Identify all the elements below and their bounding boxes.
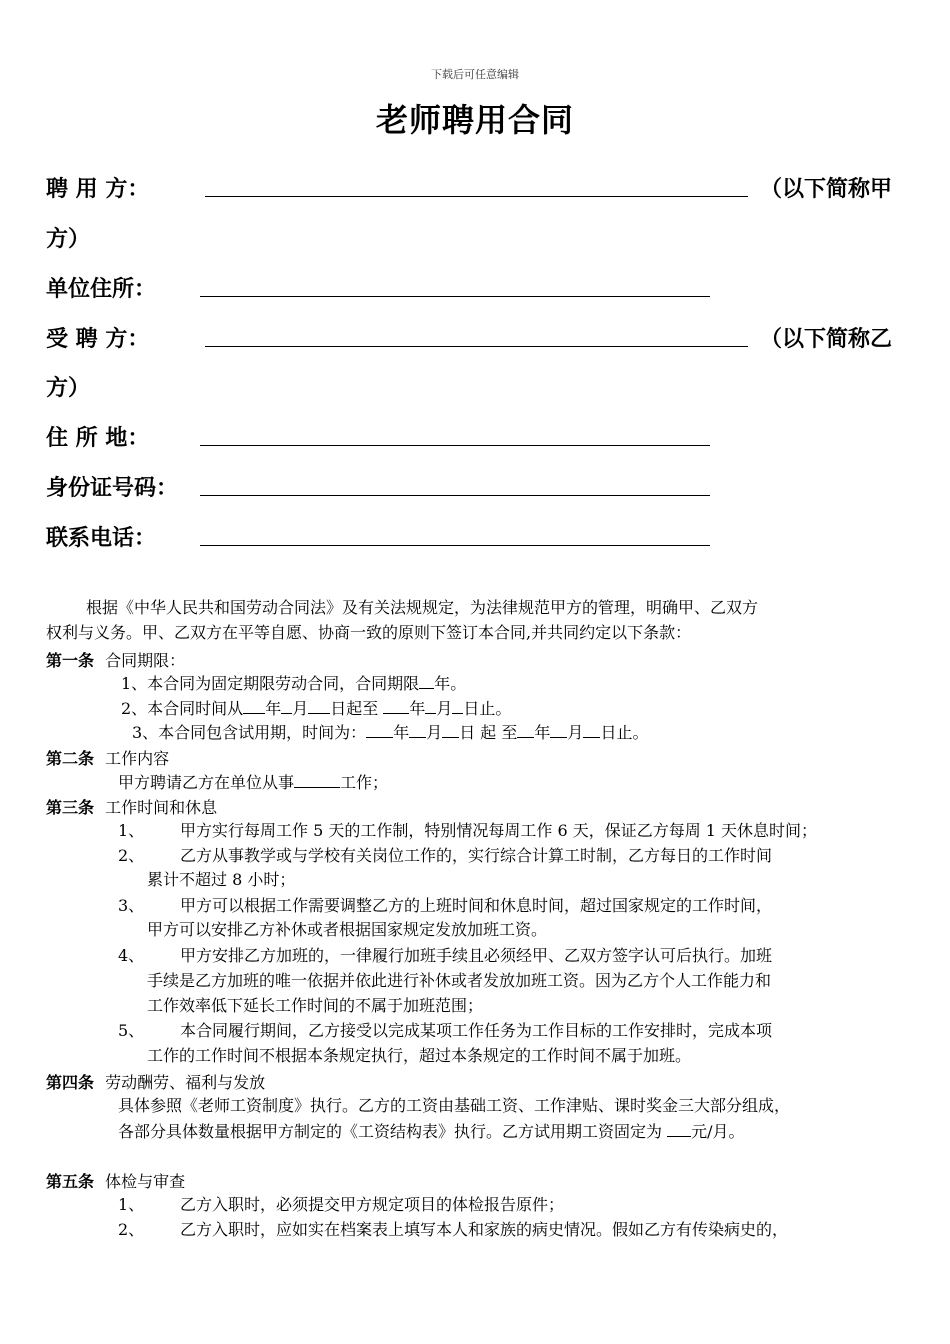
residence-blank[interactable]: [200, 445, 710, 446]
article-3-item-2-number: 2、: [118, 846, 145, 865]
address-blank[interactable]: [200, 296, 710, 297]
blank[interactable]: [425, 696, 436, 714]
article-5-number: 第五条: [46, 1172, 95, 1191]
document-watermark: 下载后可任意编辑: [431, 68, 519, 81]
text: 甲方聘请乙方在单位从事: [118, 773, 295, 792]
article-3-item-4-number: 4、: [118, 946, 145, 965]
text: 工作；: [340, 773, 389, 792]
text: 日 起 至: [459, 723, 518, 742]
article-5-item-1-number: 1、: [118, 1195, 145, 1214]
phone-label: 联系电话：: [46, 526, 157, 551]
blank[interactable]: [383, 696, 409, 714]
blank[interactable]: [281, 696, 292, 714]
article-3-heading: [46, 795, 217, 818]
intro-line-1: 根据《中华人民共和国劳动合同法》及有关法规规定，为法律规范甲方的管理，明确甲、乙双方: [86, 598, 759, 617]
article-2-heading: [46, 746, 169, 769]
employee-label: 受 聘 方：: [46, 327, 150, 352]
article-3-item-1-number: 1、: [118, 821, 145, 840]
text: 年。: [434, 674, 467, 693]
residence-label: 住 所 地：: [46, 426, 150, 451]
text: 3、本合同包含试用期，时间为：: [132, 723, 367, 742]
address-label: 单位住所：: [46, 277, 157, 302]
blank-job[interactable]: [294, 770, 340, 788]
article-3-item-4-text-1: 甲方安排乙方加班的，一律履行加班手续且必须经甲、乙双方签字认可后执行。加班: [180, 946, 773, 965]
article-3-item-3-text-1: 甲方可以根据工作需要调整乙方的上班时间和休息时间，超过国家规定的工作时间，: [180, 896, 773, 915]
id-number-label: 身份证号码：: [46, 476, 179, 501]
employer-suffix-wrap: 方）: [46, 227, 91, 252]
phone-blank[interactable]: [200, 545, 710, 546]
article-3-item-2-text-2: 累计不超过 8 小时；: [147, 870, 296, 889]
article-4-line-1: 具体参照《老师工资制度》执行。乙方的工资由基础工资、工作津贴、课时奖金三大部分组成，: [118, 1096, 791, 1115]
article-3-item-5-text-2: 工作的工作时间不根据本条规定执行，超过本条规定的工作时间不属于加班。: [147, 1046, 692, 1065]
article-4-line-2: [118, 1119, 745, 1144]
blank[interactable]: [308, 696, 330, 714]
blank[interactable]: [243, 696, 265, 714]
text: 年: [265, 699, 282, 718]
blank[interactable]: [517, 720, 534, 738]
employee-suffix-wrap: 方）: [46, 376, 91, 401]
article-3-item-1-text: 甲方实行每周工作 5 天的工作制，特别情况每周工作 6 天，保证乙方每周 1 天休息时间；: [180, 821, 818, 840]
article-3-item-5-number: 5、: [118, 1021, 145, 1040]
article-1-item-3: [132, 720, 648, 745]
text: 元/月。: [691, 1122, 745, 1141]
text: 1、本合同为固定期限劳动合同，合同期限: [121, 674, 420, 693]
article-4-heading: [46, 1070, 265, 1093]
article-5-item-2-text: 乙方入职时，应如实在档案表上填写本人和家族的病史情况。假如乙方有传染病史的，: [180, 1220, 789, 1239]
text: 各部分具体数量根据甲方制定的《工资结构表》执行。乙方试用期工资固定为: [118, 1122, 668, 1141]
article-3-item-3-number: 3、: [118, 896, 145, 915]
article-1-item-1: [121, 671, 466, 696]
article-5-item-2-number: 2、: [118, 1220, 145, 1239]
blank-years[interactable]: [419, 671, 434, 689]
article-1-number: 第一条: [46, 651, 95, 670]
article-3-item-5-text-1: 本合同履行期间，乙方接受以完成某项工作任务为工作目标的工作安排时，完成本项: [180, 1021, 773, 1040]
article-3-item-4-text-2: 手续是乙方加班的唯一依据并依此进行补休或者发放加班工资。因为乙方个人工作能力和: [147, 971, 772, 990]
employer-label: 聘 用 方：: [46, 177, 150, 202]
article-1-title: 合同期限：: [105, 651, 186, 670]
text: 日起至: [330, 699, 384, 718]
text: 月: [426, 723, 443, 742]
text: 月: [292, 699, 309, 718]
blank[interactable]: [442, 720, 459, 738]
text: 日止。: [600, 723, 649, 742]
article-1-heading: [46, 648, 185, 671]
blank[interactable]: [409, 720, 426, 738]
employee-blank[interactable]: [205, 346, 748, 347]
text: 年: [534, 723, 551, 742]
article-5-item-1-text: 乙方入职时，必须提交甲方规定项目的体检报告原件；: [180, 1195, 565, 1214]
blank[interactable]: [452, 696, 463, 714]
article-1-item-2: [121, 696, 511, 721]
article-2-title: 工作内容: [105, 749, 170, 768]
intro-line-2: 权利与义务。甲、乙双方在平等自愿、协商一致的原则下签订本合同,并共同约定以下条款：: [46, 623, 692, 642]
document-title: 老师聘用合同: [375, 101, 574, 139]
article-5-heading: [46, 1169, 185, 1192]
employee-suffix: （以下简称乙: [760, 327, 893, 352]
employer-suffix: （以下简称甲: [760, 177, 893, 202]
text: 日止。: [463, 699, 512, 718]
blank[interactable]: [366, 720, 393, 738]
blank-salary[interactable]: [667, 1119, 691, 1137]
article-5-title: 体检与审查: [105, 1172, 186, 1191]
article-3-item-4-text-3: 工作效率低下延长工作时间的不属于加班范围；: [147, 996, 484, 1015]
text: 年: [409, 699, 426, 718]
blank[interactable]: [550, 720, 567, 738]
text: 年: [393, 723, 410, 742]
text: 2、本合同时间从: [121, 699, 244, 718]
article-2-number: 第二条: [46, 749, 95, 768]
article-2-line-1: [118, 770, 388, 795]
id-number-blank[interactable]: [200, 495, 710, 496]
article-3-title: 工作时间和休息: [105, 798, 218, 817]
article-4-title: 劳动酬劳、福利与发放: [105, 1073, 266, 1092]
employer-blank[interactable]: [205, 196, 748, 197]
article-4-number: 第四条: [46, 1073, 95, 1092]
blank[interactable]: [583, 720, 600, 738]
text: 月: [436, 699, 453, 718]
text: 月: [567, 723, 584, 742]
article-3-number: 第三条: [46, 798, 95, 817]
article-3-item-3-text-2: 甲方可以安排乙方补休或者根据国家规定发放加班工资。: [147, 920, 548, 939]
article-3-item-2-text-1: 乙方从事教学或与学校有关岗位工作的，实行综合计算工时制，乙方每日的工作时间: [180, 846, 773, 865]
